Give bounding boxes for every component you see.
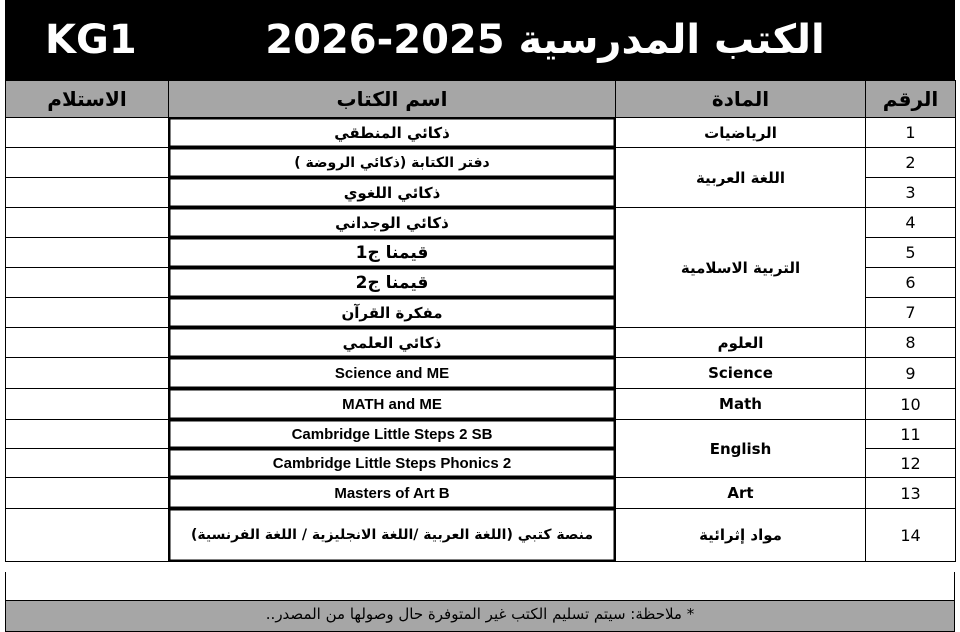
column-header-book: اسم الكتاب bbox=[169, 81, 616, 118]
receipt-cell bbox=[6, 358, 169, 389]
row-number: 7 bbox=[866, 298, 956, 328]
book-name-cell: مفكرة القرآن bbox=[169, 298, 616, 328]
book-name-cell: دفتر الكتابة (ذكائي الروضة ) bbox=[169, 148, 616, 178]
book-name-cell: منصة كتبي (اللغة العربية /اللغة الانجليزية / اللغة الفرنسية) bbox=[169, 509, 616, 562]
table-header-row bbox=[6, 81, 956, 118]
book-name-cell: ذكائي العلمي bbox=[169, 328, 616, 358]
row-number: 1 bbox=[866, 118, 956, 148]
table-row bbox=[6, 148, 956, 178]
blank-row bbox=[5, 572, 955, 601]
row-number: 14 bbox=[866, 509, 956, 562]
receipt-cell bbox=[6, 449, 169, 478]
table-row bbox=[6, 208, 956, 238]
table-row bbox=[6, 358, 956, 389]
row-number: 10 bbox=[866, 389, 956, 420]
row-number: 3 bbox=[866, 178, 956, 208]
book-name-cell: Cambridge Little Steps Phonics 2 bbox=[169, 449, 616, 478]
row-number: 6 bbox=[866, 268, 956, 298]
book-name-cell: Science and ME bbox=[169, 358, 616, 389]
book-name-cell: ذكائي المنطقي bbox=[169, 118, 616, 148]
receipt-cell bbox=[6, 298, 169, 328]
book-name-cell: Masters of Art B bbox=[169, 478, 616, 509]
row-number: 11 bbox=[866, 420, 956, 449]
column-header-receipt: الاستلام bbox=[6, 81, 169, 118]
receipt-cell bbox=[6, 148, 169, 178]
row-number: 4 bbox=[866, 208, 956, 238]
receipt-cell bbox=[6, 208, 169, 238]
book-name-cell: قيمنا ج2 bbox=[169, 268, 616, 298]
subject-cell: العلوم bbox=[616, 328, 866, 358]
receipt-cell bbox=[6, 420, 169, 449]
receipt-cell bbox=[6, 328, 169, 358]
book-name-cell: MATH and ME bbox=[169, 389, 616, 420]
table-row bbox=[6, 118, 956, 148]
table-row bbox=[6, 389, 956, 420]
row-number: 8 bbox=[866, 328, 956, 358]
page-title: الكتب المدرسية 2025-2026 bbox=[265, 17, 825, 63]
row-number: 5 bbox=[866, 238, 956, 268]
receipt-cell bbox=[6, 238, 169, 268]
column-header-subject: المادة bbox=[616, 81, 866, 118]
subject-cell: Math bbox=[616, 389, 866, 420]
receipt-cell bbox=[6, 389, 169, 420]
receipt-cell bbox=[6, 268, 169, 298]
subject-cell: English bbox=[616, 420, 866, 478]
subject-cell: اللغة العربية bbox=[616, 148, 866, 208]
subject-cell: Art bbox=[616, 478, 866, 509]
book-name-cell: Cambridge Little Steps 2 SB bbox=[169, 420, 616, 449]
receipt-cell bbox=[6, 478, 169, 509]
receipt-cell bbox=[6, 509, 169, 562]
column-header-number: الرقم bbox=[866, 81, 956, 118]
subject-cell: مواد إثرائية bbox=[616, 509, 866, 562]
books-table bbox=[5, 80, 956, 562]
subject-cell: التربية الاسلامية bbox=[616, 208, 866, 328]
header-bar bbox=[5, 0, 955, 80]
row-number: 9 bbox=[866, 358, 956, 389]
subject-cell: Science bbox=[616, 358, 866, 389]
row-number: 12 bbox=[866, 449, 956, 478]
table-row bbox=[6, 509, 956, 562]
footer-note: * ملاحظة: سيتم تسليم الكتب غير المتوفرة حال وصولها من المصدر.. bbox=[5, 600, 955, 632]
book-name-cell: ذكائي الوجداني bbox=[169, 208, 616, 238]
grade-label: KG1 bbox=[45, 17, 137, 63]
receipt-cell bbox=[6, 178, 169, 208]
book-name-cell: قيمنا ج1 bbox=[169, 238, 616, 268]
subject-cell: الرياضيات bbox=[616, 118, 866, 148]
table-row bbox=[6, 328, 956, 358]
table-row bbox=[6, 420, 956, 449]
book-name-cell: ذكائي اللغوي bbox=[169, 178, 616, 208]
row-number: 2 bbox=[866, 148, 956, 178]
table-row bbox=[6, 478, 956, 509]
row-number: 13 bbox=[866, 478, 956, 509]
receipt-cell bbox=[6, 118, 169, 148]
